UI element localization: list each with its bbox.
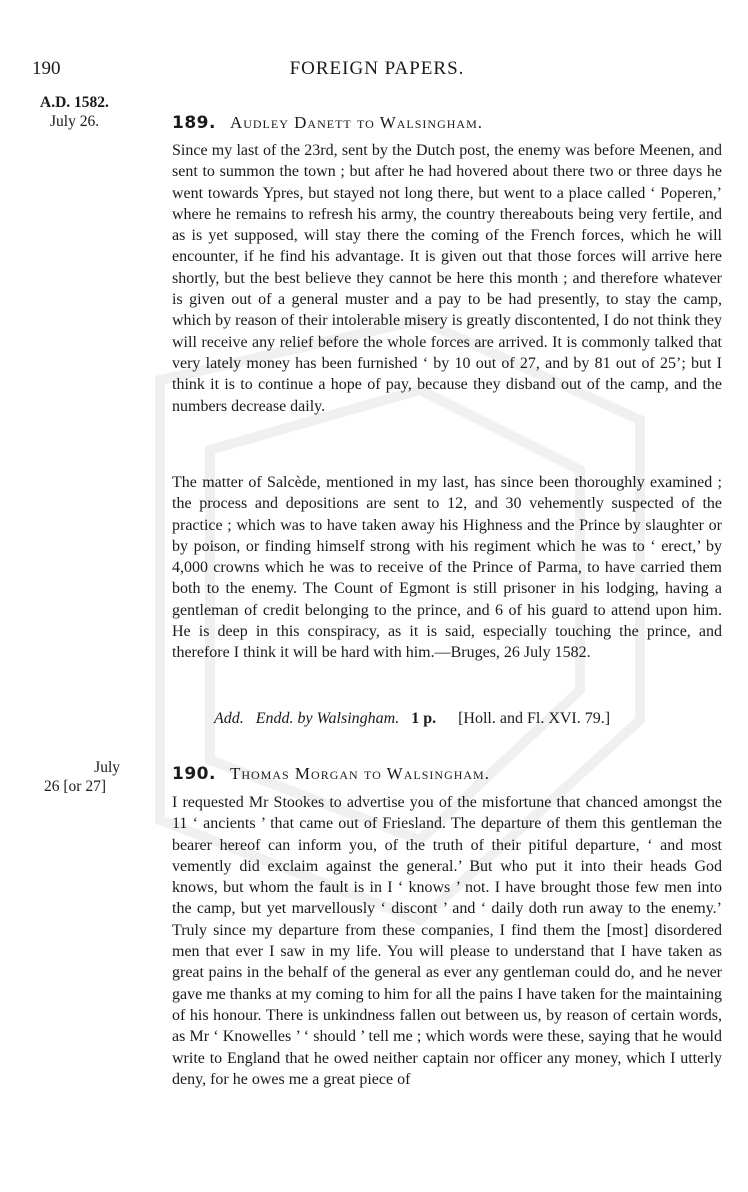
margin-year: A.D. 1582. (40, 94, 109, 111)
entry-189-endorsement (214, 708, 722, 729)
endorsement-reference: [Holl. and Fl. XVI. 79.] (458, 710, 611, 727)
endorsement-add: Add. (214, 710, 244, 727)
entry-189-heading (172, 113, 483, 133)
entry-title: Thomas Morgan to Walsingham. (229, 764, 490, 783)
margin-date-2: 26 [or 27] (44, 778, 106, 795)
entry-190-heading (172, 764, 490, 784)
entry-190-margin (40, 758, 150, 796)
entry-number: 189. (172, 113, 216, 133)
endorsement-endd: Endd. by Walsingham. (255, 710, 400, 727)
margin-date: July 26. (50, 113, 100, 130)
running-head (32, 58, 722, 80)
margin-date-1: July (94, 759, 120, 776)
entry-189-paragraph-1: Since my last of the 23rd, sent by the Dutch post, the enemy was before Meenen, and sent to summon the town ; but after he had hovered about there two or three days he went towards Ypres, but stayed not long there, but went to a place called ‘ Poperen,’ where he remains to refresh his army, the country thereabouts being very fertile, and as is yet supposed, will stay there the coming of the French forces, which he will encounter, if he find his advantage. It is given out that those forces will arrive here shortly, but the best believe they cannot be here this month ; and therefore whatever is given out of a general muster and a pay to be had presently, to stay the camp, which by reason of their intolerable misery is greatly discontented, I do not think they will receive any relief before the whole forces are arrived. It is commonly talked that very lately money has been furnished ‘ by 10 out of 27, and by 81 out of 25’; but I think it is to continue a hope of pay, because they disband out of the camp, and the numbers decrease daily. (172, 142, 722, 415)
entry-189-paragraph-2: The matter of Salcède, mentioned in my last, has since been thoroughly examined ; the process and depositions are sent to 12, and 30 vehemently suspected of the practice ; which was to have taken away his Highness and the Prince by slaughter or by poison, or finding himself strong with his regiment which he was to ‘ erect,’ by 4,000 crowns which he was to receive of the Prince of Parma, to have carried them both to the enemy. The Count of Egmont is still prisoner in his lodging, having a gentleman of credit belonging to the prince, and 6 of his guard to attend upon him. He is deep in this conspiracy, as it is said, especially touching the prince, and therefore I think it will be hard with him.—Bruges, 26 July 1582. (172, 474, 722, 662)
entry-number: 190. (172, 764, 216, 784)
entry-190-paragraph-1: I requested Mr Stookes to advertise you of the misfortune that chanced amongst the 11 ‘ ancients ’ that came out of Friesland. The departure of them this gentleman the bearer hereof can inform you, of the truth of their pitiful departure, ‘ and most vemently did exclaim against the general.’ But who put it into their heads God knows, but whom the fault is in I ‘ knows ’ not. I have brought those few men into the camp, but yet marvellously ‘ discont ’ and ‘ daily doth run away to the enemy.’ Truly since my departure from these companies, I find them the [most] disordered men that ever I saw in my life. You will please to understand that I have taken as great pains in the behalf of the general as ever any gentleman could do, and he never gave me thanks at my coming to him for all the pains I have taken for the maintaining of his honour. There is unkindness fallen out between us, by reason of certain words, as Mr ‘ Knowelles ’ ‘ should ’ tell me ; which words were these, saying that he would write to England that he owed neither captain nor officer any money, which I utterly deny, for he owes me a great piece of (172, 794, 722, 1088)
entry-189-margin (40, 93, 160, 131)
endorsement-pages: 1 p. (411, 710, 437, 727)
header-title: FOREIGN PAPERS. (289, 58, 465, 79)
page-number: 190 (32, 58, 61, 79)
entry-title: Audley Danett to Walsingham. (229, 113, 484, 132)
